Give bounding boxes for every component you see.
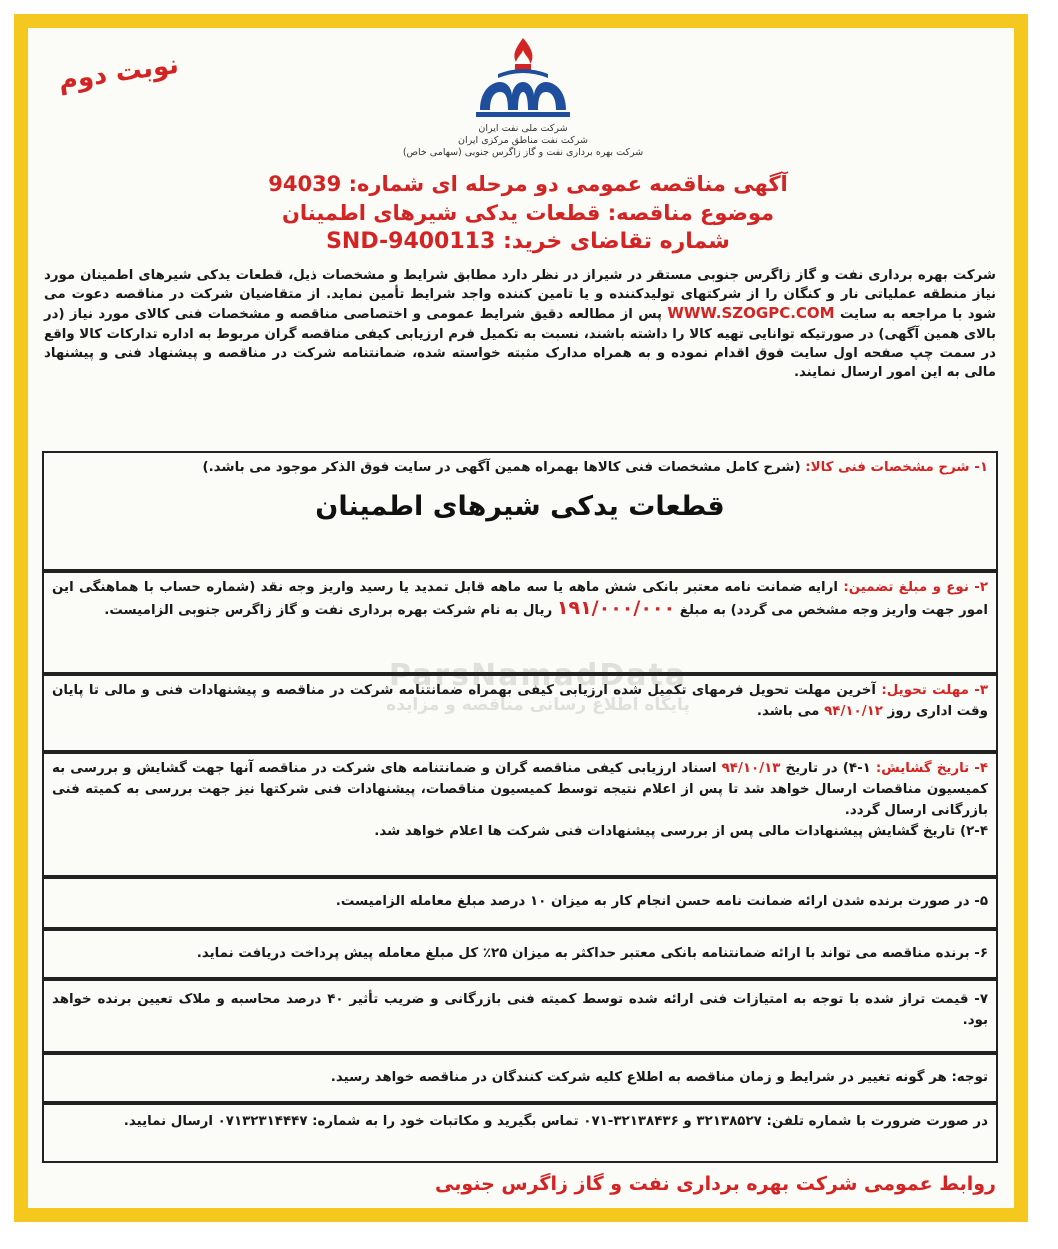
intro-text-continued: پس از مطالعه دقیق شرایط عمومی و اختصاصی مناقصه و مشخصات فنی کالای مورد نیاز (در بالای همین آگهی) در صورتیکه توانایی تهیه کالا را داشته باشند، نسبت به تکمیل فرم ارزیابی کیفی مناقصه گران مربوط به اداره تدارکات کالا واقع در سمت چپ صفحه اول سایت فوق اقدام نموده و به همراه مدارک مثبته خواسته شده، ضمانتنامه شرکت در مناقصه و پیشنهاد فنی و پیشنهاد مالی به این امور ارسال نمایند. [44,307,996,381]
section-text-continued: اسناد ارزیابی کیفی مناقصه گران و ضمانتنامه های شرکت در مناقصه آنها جهت گشایش و بررسی به کمیسیون مناقصات ارسال خواهد شد تا پس از اعلام نتیجه توسط کمیسیون مناقصات، پیشنهادات فنی شرکتها نیز جهت بررسی به کمیته فنی بازرگانی ارسال گردد. [52,761,988,818]
company-lines [358,123,688,159]
footer-signature: روابط عمومی شرکت بهره برداری نفت و گاز زاگرس جنوبی [435,1173,996,1195]
company-line: شرکت بهره برداری نفت و گاز زاگرس جنوبی (سهامی خاص) [402,147,644,158]
intro-text: شرکت بهره برداری نفت و گاز زاگرس جنوبی مستقر در شیراز در نظر دارد مطابق شرایط و مشخصات ذیل، قطعات یدکی شیرهای اطمینان مورد نیاز منطقه عملیاتی نار و کنگان را از شرکتهای تولیدکننده و یا تامین کننده واجد شرایط تأمین نماید. از متقاضیان شرکت در مناقصه دعوت می شود با مراجعه به سایت [44,268,996,323]
section-text: (شرح کامل مشخصات فنی کالاها بهمراه همین آگهی در سایت فوق الذکر موجود می باشد.) [202,460,801,475]
guarantee-amount: ۱۹۱/۰۰۰/۰۰۰ [556,597,676,619]
request-number: شماره تقاضای خرید: SND-9400113 [326,229,730,254]
section-note [42,1053,998,1103]
section-label: ۴- تاریخ گشایش: [875,761,989,776]
company-line: شرکت ملی نفت ایران [478,123,568,134]
watermark-brand: ParsNamadData [388,658,688,693]
deadline-date: ۹۴/۱۰/۱۲ [824,704,883,719]
yellow-frame [14,14,1028,1222]
section-label: ۲- نوع و مبلغ تضمین: [843,580,988,595]
section-text: ارایه ضمانت نامه معتبر بانکی شش ماهه یا سه ماهه قابل تمدید یا رسید واریز وجه نقد (شماره حساب با هماهنگی این امور جهت واریز وجه مشخص می گردد) به مبلغ [52,580,988,618]
section-text: ۶- برنده مناقصه می تواند با ارائه ضمانتنامه بانکی معتبر حداکثر به میزان ۲۵٪ کل مبلغ معامله پیش پرداخت دریافت نماید. [196,946,988,961]
section-text: در صورت ضرورت با شماره تلفن: ۳۲۱۳۸۵۲۷ و ۳۲۱۳۸۴۳۶-۰۷۱ تماس بگیرید و مکاتبات خود را به شماره: ۰۷۱۳۲۳۱۴۴۴۷ ارسال نمایید. [123,1114,988,1129]
website-link[interactable]: WWW.SZOGPC.COM [667,304,835,323]
section-deadline [42,674,998,752]
section-text-continued: ریال به نام شرکت بهره برداری نفت و گاز زاگرس جنوبی الزامیست. [104,603,553,618]
round-label: نوبت دوم [56,49,181,97]
section-prepayment [42,929,998,979]
section-text: توجه: هر گونه تغییر در شرایط و زمان مناقصه به اطلاع کلیه شرکت کنندگان در مناقصه خواهد رسید. [330,1070,988,1085]
section-guarantee [42,571,998,674]
tender-subject: موضوع مناقصه: قطعات یدکی شیرهای اطمینان [281,201,775,225]
company-line: شرکت نفت مناطق مرکزی ایران [458,135,588,146]
section-text: ۷- قیمت تراز شده با توجه به امتیازات فنی ارائه شده توسط کمیته فنی بازرگانی و ضریب تأثیر ۴۰ درصد محاسبه و ملاک تعیین برنده خواهد بود. [52,992,988,1028]
section-technical-specs [42,451,998,571]
section-performance-guarantee [42,877,998,929]
section-opening-date [42,752,998,877]
section-text: ۱-۴) در تاریخ [785,761,871,776]
section-text: ۵- در صورت برنده شدن ارائه ضمانت نامه حسن انجام کار به میزان ۱۰ درصد مبلغ معامله الزامیست. [335,894,988,909]
intro-paragraph [44,266,996,382]
section-subitem: ۲-۴) تاریخ گشایش پیشنهادات مالی پس از بررسی پیشنهادات فنی شرکت ها اعلام خواهد شد. [374,824,988,839]
section-text: آخرین مهلت تحویل فرمهای تکمیل شده ارزیابی کیفی بهمراه ضمانتنامه شرکت در مناقصه و پیشنهادات فنی و مالی تا پایان وقت اداری روز [52,683,988,719]
section-text-continued: می باشد. [756,704,820,719]
section-label: ۱- شرح مشخصات فنی کالا: [805,460,988,475]
opening-date: ۹۴/۱۰/۱۳ [721,761,781,776]
nioc-logo-icon [468,34,578,124]
advertisement-page [28,28,1014,1208]
watermark-line: پایگاه اطلاع رسانی مناقصه و مزایده [386,695,690,715]
item-title: قطعات یدکی شیرهای اطمینان [315,491,725,522]
section-contact [42,1103,998,1163]
section-label: ۳- مهلت تحویل: [881,683,988,698]
tender-title: آگهی مناقصه عمومی دو مرحله ای شماره: 94039 [268,172,788,196]
section-evaluation [42,979,998,1053]
